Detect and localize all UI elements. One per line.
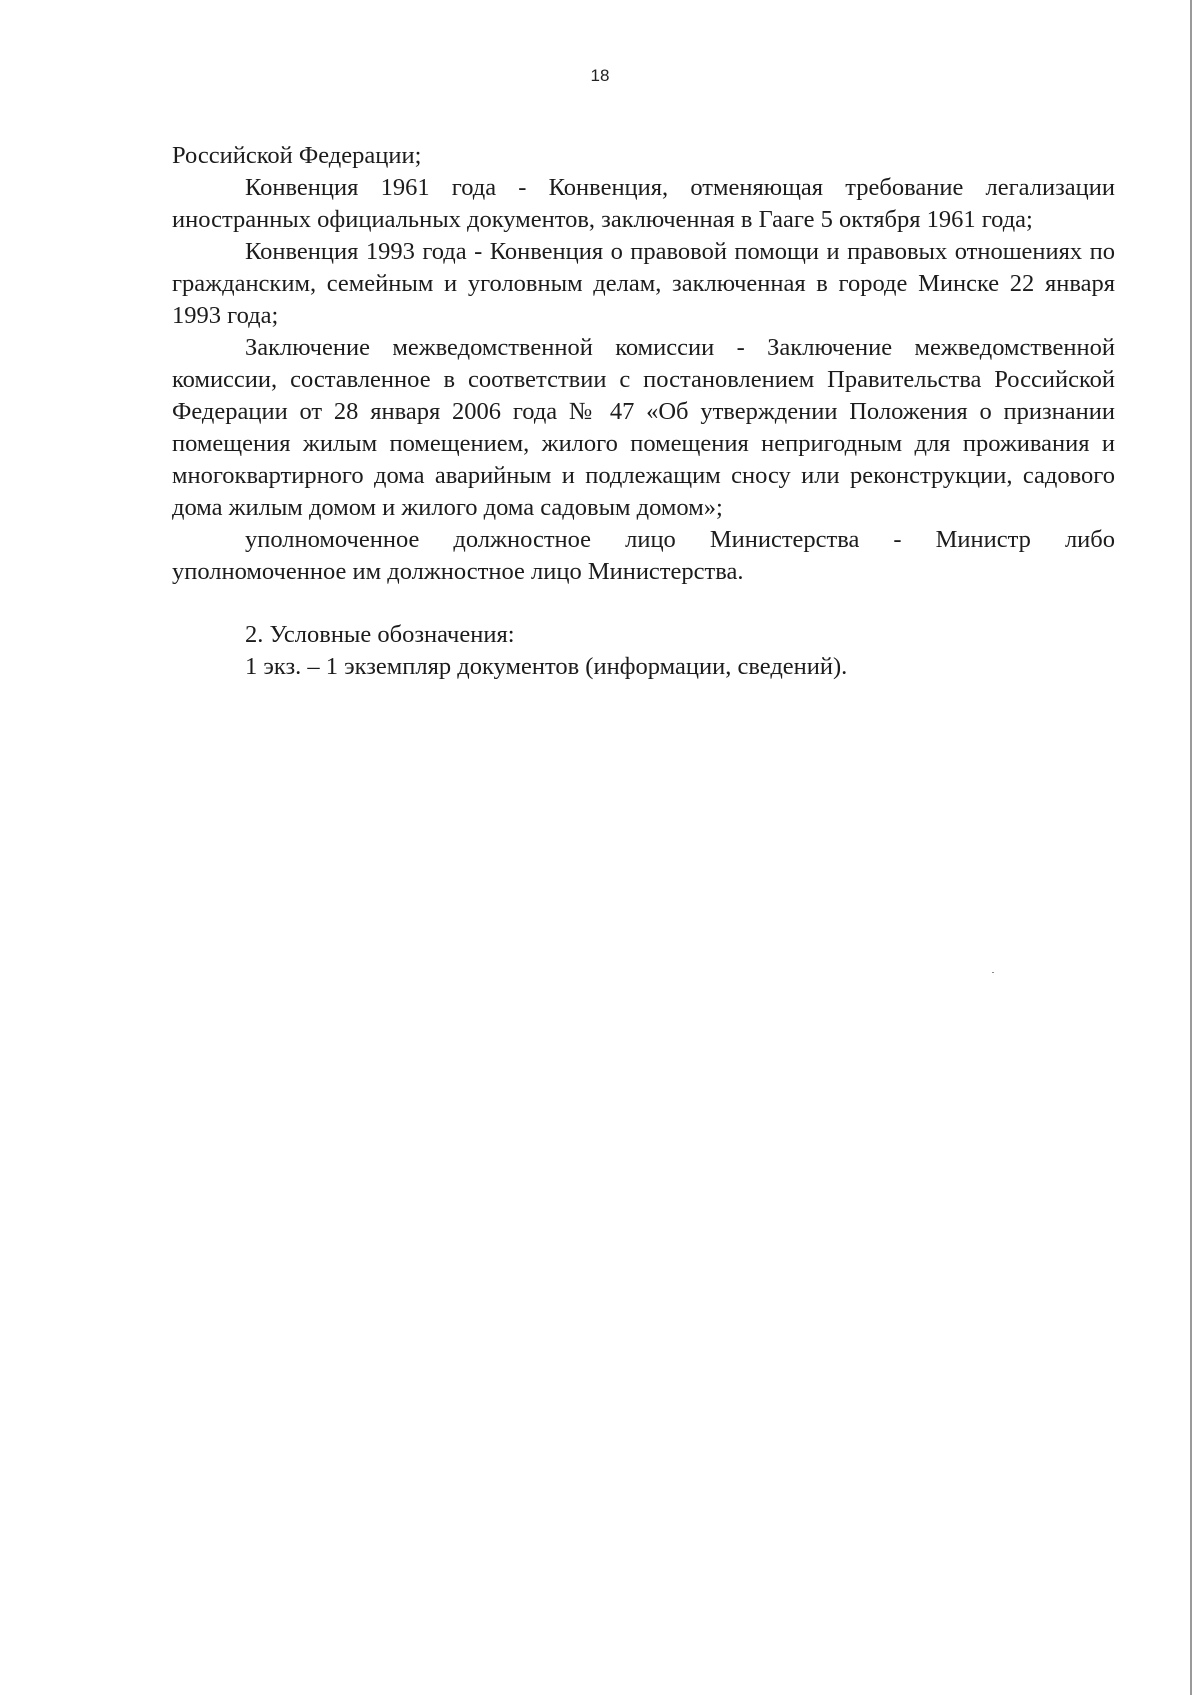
document-body (172, 140, 1115, 683)
paragraph-official-definition: уполномоченное должностное лицо Министерства - Министр либо уполномоченное им должностное лицо Министерства. (172, 526, 1115, 585)
paragraph-intro: Российской Федерации; (172, 142, 422, 169)
paragraph-conclusion-definition: Заключение межведомственной комиссии - Заключение межведомственной комиссии, составленное в соответствии с постановлением Правительства Российской Федерации от 28 января 2006 года № 47 «Об утверждении Положения о признании помещения жилым помещением, жилого помещения непригодным для проживания и многоквартирного дома аварийным и подлежащим сносу или реконструкции, садового дома жилым домом и жилого дома садовым домом»; (172, 334, 1115, 521)
page-number: 18 (590, 66, 610, 85)
paragraph-convention-1961: Конвенция 1961 года - Конвенция, отменяющая требование легализации иностранных официальных документов, заключенная в Гааге 5 октября 1961 года; (172, 174, 1115, 233)
section-heading: 2. Условные обозначения: (245, 621, 515, 648)
page-edge (1190, 0, 1192, 1695)
paragraph-notation: 1 экз. – 1 экземпляр документов (информации, сведений). (245, 653, 848, 680)
scan-speck (992, 972, 994, 973)
paragraph-convention-1993: Конвенция 1993 года - Конвенция о правовой помощи и правовых отношениях по гражданским, семейным и уголовным делам, заключенная в городе Минске 22 января 1993 года; (172, 238, 1115, 329)
paragraph-gap (172, 588, 1115, 619)
